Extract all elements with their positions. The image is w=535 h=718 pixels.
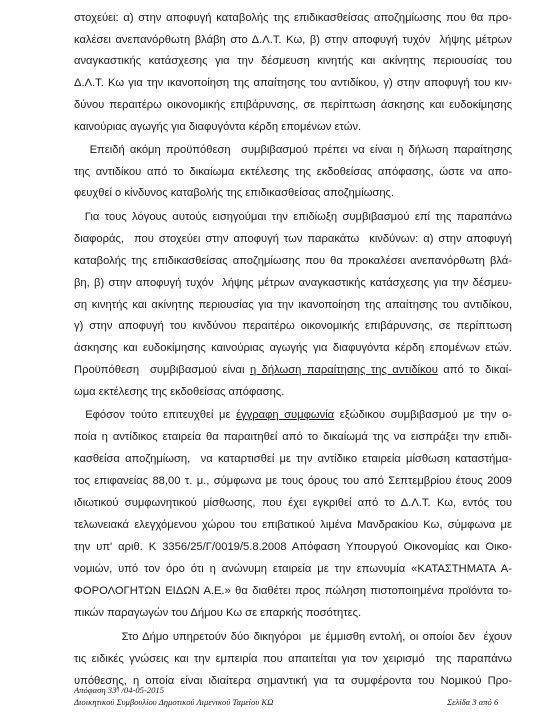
text-line: φευχθεί ο κίνδυνος καταβολής της επιδικασθείσας αποζημίωσης. [74, 187, 395, 199]
text-line: ΦΟΡΟΛΟΓΗΤΩΝ ΕΙΔΩΝ Α.Ε.» θα διαθέτει προς πώληση πιστοποιημένα προϊόντα το- [74, 585, 512, 597]
text-line: Στο Δήμο υπηρετούν δύο δικηγόροι με έμμισθη εντολή, οι οποίοι δεν έχουν [74, 631, 512, 643]
text-line: ποία η αντίδικος εταιρεία θα παραιτηθεί από το δικαίωμά της να εισπράξει την επιδι- [74, 431, 512, 443]
text-line: βη, β) στην αποφυγή τυχόν λήψης μέτρων αναγκαστικής κατάσχεσης για την δέσμευ- [74, 277, 512, 289]
text-line: ση κινητής και ακίνητης περιουσίας για την ικανοποίηση της απαίτησης του αντιδίκου, [74, 299, 512, 311]
text-line: υπόθεσης, η οποία είναι ιδιαίτερα σημαντική για τα συμφέροντα του Νομικού Προ- [74, 675, 512, 687]
text-line: Επειδή ακόμη προϋπόθεση συμβιβασμού πρέπει να είναι η δήλωση παραίτησης [74, 144, 512, 156]
text-line: νομιών, υπό τον όρο ότι η ανώνυμη εταιρεία με την επωνυμία «ΚΑΤΑΣΤΗΜΑΤΑ Α- [74, 563, 512, 575]
text-line: Προϋπόθεση συμβιβασμού είναι η δήλωση παραίτησης της αντιδίκου από το δικαί- [74, 364, 513, 376]
underlined-phrase: έγγραφη συμφωνία [236, 409, 335, 421]
text-line: τος επιφανείας 88,00 τ. μ., σύμφωνα με τους όρους του από Σεπτεμβρίου έτους 2009 [74, 475, 512, 487]
text-line: γ) στην αποφυγή του κινδύνου περαιτέρω οικονομικής επιβάρυνσης, σε περίπτωση [74, 320, 512, 332]
text-line: δύνου περαιτέρω οικονομικής επιβάρυνσης, σε περίπτωση άσκησης και ευδοκίμησης [74, 99, 512, 111]
text-line: τις ειδικές γνώσεις και την εμπειρία που απαιτείται για τον χειρισμό της παραπάνω [74, 653, 512, 665]
text-line: ωμα εκτέλεσης της εκδοθείσας απόφασης. [74, 386, 285, 398]
text-line: ιδιωτικού συμφωνητικού μίσθωσης, που έχει εγκριθεί από το Δ.Λ.Τ. Κω, εντός του [74, 497, 512, 509]
text-line: κασθείσα αποζημίωση, να καταρτισθεί με την αντίδικο εταιρεία μίσθωση καταστήμα- [74, 453, 512, 465]
text-line: στοχεύει: α) στην αποφυγή καταβολής της επιδικασθείσας αποζημίωσης που θα προ- [74, 12, 512, 24]
footer-decision: Απόφαση $33^\eta$ /04-05-2015 [74, 685, 164, 695]
text-line: καλέσει ανεπανόρθωτη βλάβη στο Δ.Λ.Τ. Κω, β) στην αποφυγή τυχόν λήψης μέτρων [74, 34, 512, 46]
text-line: καταβολής της επιδικασθείσας αποζημίωσης που θα προκαλέσει ανεπανόρθωτη βλά- [74, 255, 512, 267]
underlined-phrase: η δήλωση παραίτησης της αντιδίκου [249, 364, 438, 376]
text-line: άσκησης και ευδοκίμησης καινούριας αγωγής για διαφυγόντα κέρδη επομένων ετών. [74, 342, 512, 354]
text-line: διαφοράς, που στοχεύει στην αποφυγή των παρακάτω κινδύνων: α) στην αποφυγή [74, 233, 512, 245]
text-line: της αντιδίκου από το δικαίωμα εκτέλεσης της εκδοθείσας απόφασης, ώστε να απο- [74, 166, 512, 178]
text-line: Δ.Λ.Τ. Κω για την ικανοποίηση της απαίτησης του αντιδίκου, γ) στην αποφυγή του κιν- [74, 77, 512, 89]
text-line: την υπ' αριθ. Κ 3356/25/Γ/0019/5.8.2008 Απόφαση Υπουργού Οικονομίας και Οικο- [74, 541, 512, 553]
text-line: πικών παραγωγών του Δήμου Κω σε επαρκής ποσότητες. [74, 607, 362, 619]
text-line: αναγκαστικής κατάσχεσης για την δέσμευση κινητής και ακίνητης περιουσίας του [74, 55, 512, 67]
text-line: Για τους λόγους αυτούς εισηγούμαι την επιδίωξη συμβιβασμού επί της παραπάνω [74, 211, 512, 223]
footer-page-number: Σελίδα 3 από 6 [447, 697, 499, 707]
text-line: καινούριας αγωγής για διαφυγόντα κέρδη επομένων ετών. [74, 121, 362, 133]
footer-board: Διοικητικού Συμβουλίου Δημοτικού Λιμενικού Ταμείου ΚΩ [74, 697, 274, 707]
text-line: τελωνειακά ελεγχόμενου χώρου του επιβατικού λιμένα Μανδρακίου Κω, σύμφωνα με [74, 519, 512, 531]
text-line: Εφόσον τούτο επιτευχθεί με έγγραφη συμφωνία εξώδικου συμβιβασμού με την ο- [74, 409, 512, 421]
